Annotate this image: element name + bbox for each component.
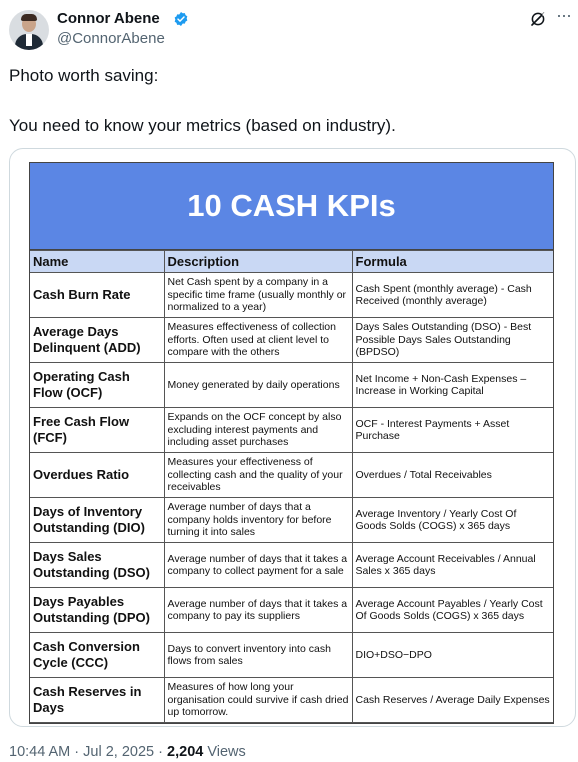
kpi-description: Expands on the OCF concept by also excluding interest payments and including asset purchases	[164, 408, 352, 453]
kpi-table	[30, 250, 553, 723]
kpi-formula: Average Inventory / Yearly Cost Of Goods Solds (COGS) x 365 days	[352, 498, 553, 543]
kpi-description: Average number of days that it takes a company to pay its suppliers	[164, 588, 352, 633]
tweet-text	[9, 63, 564, 138]
kpi-name: Cash Conversion Cycle (CCC)	[30, 633, 164, 678]
author-name[interactable]: Connor Abene	[57, 10, 160, 27]
kpi-description: Days to convert inventory into cash flows from sales	[164, 633, 352, 678]
column-header-name: Name	[30, 251, 164, 273]
kpi-formula: Overdues / Total Receivables	[352, 453, 553, 498]
table-row	[30, 318, 553, 363]
kpi-name: Days of Inventory Outstanding (DIO)	[30, 498, 164, 543]
kpi-formula: Cash Spent (monthly average) - Cash Received (monthly average)	[352, 273, 553, 318]
author-handle[interactable]: @ConnorAbene	[57, 30, 165, 47]
grok-icon[interactable]	[529, 10, 547, 28]
meta-separator: ·	[74, 744, 80, 760]
table-row	[30, 588, 553, 633]
table-row	[30, 453, 553, 498]
kpi-formula: Days Sales Outstanding (DSO) - Best Possible Days Sales Outstanding (BPDSO)	[352, 318, 553, 363]
kpi-name: Days Payables Outstanding (DPO)	[30, 588, 164, 633]
column-header-description: Description	[164, 251, 352, 273]
kpi-description: Measures of how long your organisation could survive if cash dried up tomorrow.	[164, 678, 352, 723]
kpi-title: 10 CASH KPIs	[30, 163, 553, 250]
kpi-description: Measures your effectiveness of collecting cash and the quality of your receivables	[164, 453, 352, 498]
kpi-name: Cash Burn Rate	[30, 273, 164, 318]
kpi-description: Net Cash spent by a company in a specific time frame (usually monthly or normalized to a year)	[164, 273, 352, 318]
verified-badge-icon	[173, 11, 189, 27]
table-header-row	[30, 251, 553, 273]
table-row	[30, 678, 553, 723]
table-row	[30, 273, 553, 318]
kpi-name: Cash Reserves in Days	[30, 678, 164, 723]
kpi-formula: DIO+DSO−DPO	[352, 633, 553, 678]
kpi-formula: Cash Reserves / Average Daily Expenses	[352, 678, 553, 723]
tweet-meta	[9, 744, 246, 760]
kpi-description: Measures effectiveness of collection efforts. Often used at client level to compare with the others	[164, 318, 352, 363]
kpi-name: Average Days Delinquent (ADD)	[30, 318, 164, 363]
tweet-time[interactable]: 10:44 AM	[9, 744, 71, 760]
tweet-image[interactable]	[9, 148, 576, 727]
kpi-infographic	[29, 162, 554, 724]
table-row	[30, 543, 553, 588]
tweet-line-1: Photo worth saving:	[9, 66, 159, 85]
table-row	[30, 498, 553, 543]
more-icon[interactable]: ···	[556, 5, 571, 25]
tweet-date[interactable]: Jul 2, 2025	[83, 744, 155, 760]
kpi-description: Average number of days that it takes a company to collect payment for a sale	[164, 543, 352, 588]
tweet-line-2: You need to know your metrics (based on industry).	[9, 116, 396, 135]
table-row	[30, 408, 553, 453]
kpi-name: Operating Cash Flow (OCF)	[30, 363, 164, 408]
table-row	[30, 363, 553, 408]
views-count: 2,204	[167, 744, 204, 760]
table-row	[30, 633, 553, 678]
tweet-header	[9, 5, 571, 52]
avatar[interactable]	[9, 10, 49, 50]
column-header-formula: Formula	[352, 251, 553, 273]
kpi-formula: OCF - Interest Payments + Asset Purchase	[352, 408, 553, 453]
kpi-name: Overdues Ratio	[30, 453, 164, 498]
kpi-formula: Average Account Payables / Yearly Cost Of Goods Solds (COGS) x 365 days	[352, 588, 553, 633]
kpi-name: Days Sales Outstanding (DSO)	[30, 543, 164, 588]
meta-separator: ·	[158, 744, 163, 760]
kpi-formula: Net Income + Non-Cash Expenses – Increase in Working Capital	[352, 363, 553, 408]
kpi-description: Money generated by daily operations	[164, 363, 352, 408]
kpi-formula: Average Account Receivables / Annual Sales x 365 days	[352, 543, 553, 588]
views-label: Views	[207, 744, 246, 760]
kpi-description: Average number of days that a company holds inventory for before turning it into sales	[164, 498, 352, 543]
kpi-name: Free Cash Flow (FCF)	[30, 408, 164, 453]
